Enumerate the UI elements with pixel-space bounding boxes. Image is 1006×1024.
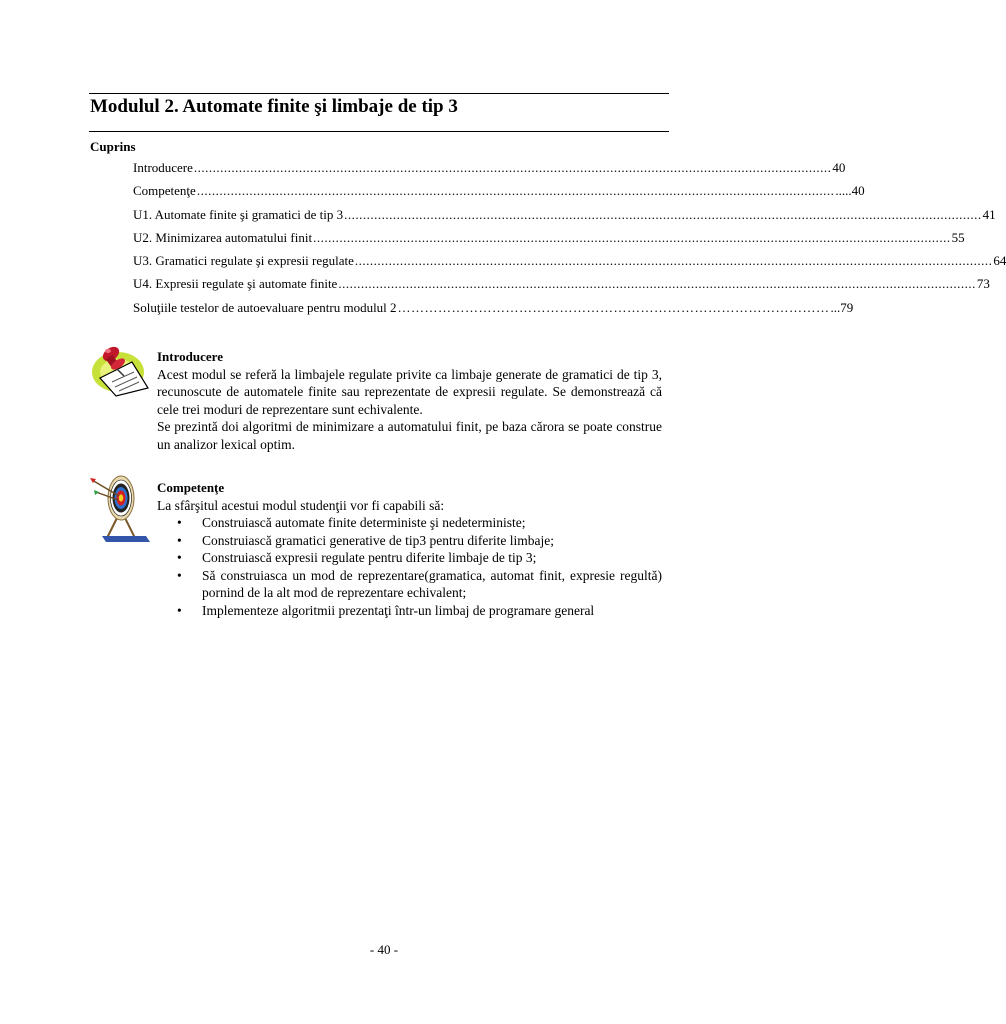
page-number: - 40 - [369,942,399,957]
toc-entry-page: 64 [993,253,1006,269]
competences-heading: Competenţe [157,480,225,495]
toc-entry-u2[interactable]: U2. Minimizarea automatului finit .......................................................................................................................................................................... 55 [133,229,965,245]
toc-entry-solutii[interactable]: Soluţiile testelor de autoevaluare pentru modulul 2 …………………………………………………………………………………… ...79 [133,299,854,315]
list-item: • Construiască automate finite deterministe şi nedeterministe; [177,515,526,530]
title-underline [89,131,669,132]
toc-entry-u3[interactable]: U3. Gramatici regulate şi expresii regulate .......................................................................................................................................................................... 64 [133,253,1006,269]
toc-entry-label: U2. Minimizarea automatului finit [133,229,313,245]
list-item: • Construiască gramatici generative de tip3 pentru diferite limbaje; [177,532,554,548]
list-item: • Implementeze algoritmii prezentaţi într-un limbaj de programare general [177,602,595,618]
toc-entry-page: 41 [982,206,996,222]
toc-entry-page: .....40 [835,183,865,199]
toc-entry-u1[interactable]: U1. Automate finite şi gramatici de tip 3 .......................................................................................................................................................................... 41 [133,206,996,222]
toc-entry-page: 73 [976,276,990,292]
toc-entry-label: U4. Expresii regulate şi automate finite [133,276,338,292]
toc-entry-label: Soluţiile testelor de autoevaluare pentru modulul 2 [133,299,397,315]
competences-lead: La sfârşitul acestui modul studenţii vor fi capabili să: [157,497,445,513]
competences-section [157,479,662,619]
toc-entry-introducere[interactable]: Introducere .......................................................................................................................................................................... 40 [133,160,846,175]
archery-target-icon [88,470,152,546]
toc-entry-label: Competenţe [133,183,196,199]
toc-entry-competente[interactable]: Competenţe .......................................................................................................................................................................... .....40 [133,183,865,199]
toc-entry-label: U1. Automate finite şi gramatici de tip 3 [133,206,344,222]
top-rule [89,93,669,94]
introduction-heading: Introducere [157,349,223,364]
introduction-paragraph-1: Acest modul se referă la limbajele regulate privite ca limbaje generate de gramatici de tip 3, recunoscute de automatele finite sau reprezentate de expresii regulate. Se demonstrează că cele trei moduri de reprezentare sunt echivalente. [157,366,662,417]
module-title: Modulul 2. Automate finite şi limbaje de tip 3 [90,96,458,117]
list-item: • Construiască expresii regulate pentru diferite limbaje de tip 3; [177,550,537,565]
toc-entry-page: 40 [832,160,846,175]
introduction-paragraph-2: Se prezintă doi algoritmi de minimizare a automatului finit, pe baza cărora se poate construe un analizor lexical optim. [157,419,662,452]
toc-entry-label: Introducere [133,160,193,175]
toc-entry-page: 55 [951,229,965,245]
list-item: • Să construiasca un mod de reprezentare(gramatica, automat finit, expresie regultă) pornind de la alt mod de reprezentare echivalent; [177,567,662,600]
competences-list [157,514,662,619]
toc-entry-page: ...79 [830,299,854,315]
introduction-section [157,348,662,453]
toc-entry-u4[interactable]: U4. Expresii regulate şi automate finite .......................................................................................................................................................................... 73 [133,276,990,292]
pushpin-note-icon [90,336,156,398]
table-of-contents [133,160,1006,323]
toc-entry-label: U3. Gramatici regulate şi expresii regulate [133,253,354,269]
contents-heading: Cuprins [90,139,136,154]
